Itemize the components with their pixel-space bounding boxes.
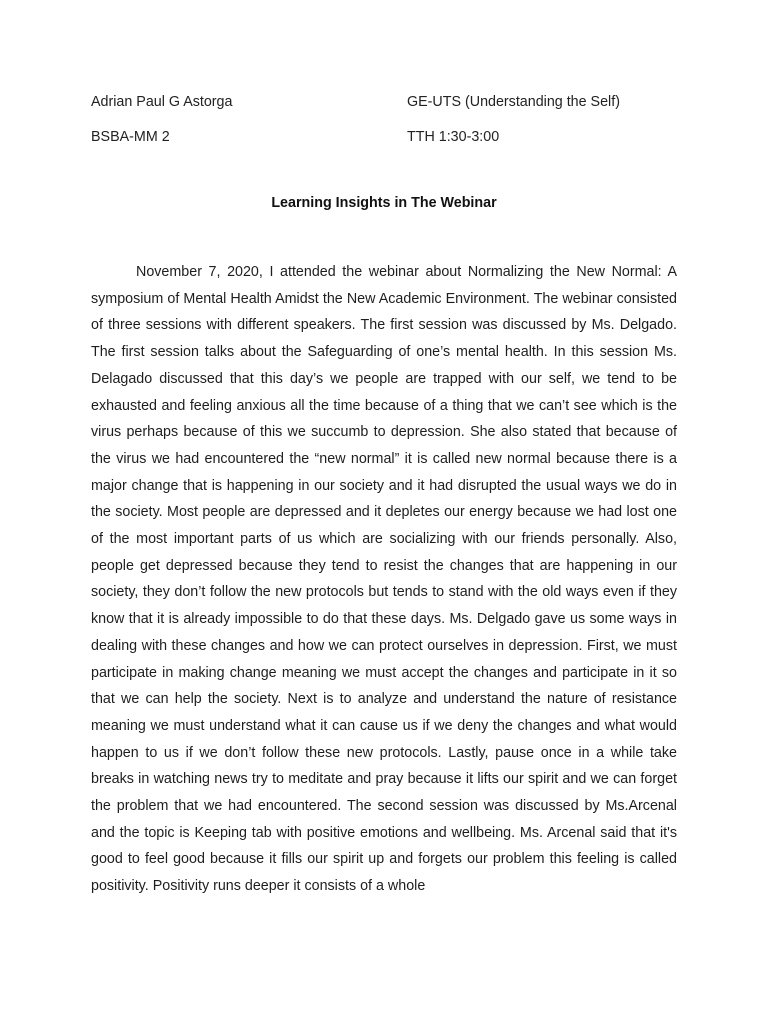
program-section: BSBA-MM 2 <box>91 129 170 145</box>
course-title: GE-UTS (Understanding the Self) <box>407 94 620 110</box>
student-name: Adrian Paul G Astorga <box>91 94 233 110</box>
document-title: Learning Insights in The Webinar <box>271 195 497 211</box>
body-paragraph: November 7, 2020, I attended the webinar about Normalizing the New Normal: A symposium of Mental Health Amidst the New Academic Environment. The webinar consisted of three sessions with different speakers. The first session was discussed by Ms. Delgado. The first session talks about the Safeguarding of one’s mental health. In this session Ms. Delagado discussed that this day’s we people are trapped with our self, we tend to be exhausted and feeling anxious all the time because of a thing that we can’t see which is the virus perhaps because of this we succumb to depression. She also stated that because of the virus we had encountered the “new normal” it is called new normal because there is a major change that is happening in our society and it had disrupted the usual ways we do in the society. Most people are depressed and it depletes our energy because we had lost one of the most important parts of us which are socializing with our friends personally. Also, people get depressed because they tend to resist the changes that are happening in our society, they don’t follow the new protocols but tends to stand with the old ways even if they know that it is already impossible to do that these days. Ms. Delgado gave us some ways in dealing with these changes and how we can protect ourselves in depression. First, we must participate in making change meaning we must accept the changes and participate in it so that we can help the society. Next is to analyze and understand the nature of resistance meaning we must understand what it can cause us if we deny the changes and what would happen to us if we don’t follow these new protocols. Lastly, pause once in a while take breaks in watching news try to meditate and pray because it lifts our spirit and we can forget the problem that we had encountered. The second session was discussed by Ms.Arcenal and the topic is Keeping tab with positive emotions and wellbeing. Ms. Arcenal said that it's good to feel good because it fills our spirit up and forgets our problem this feeling is called positivity. Positivity runs deeper it consists of a whole <box>91 264 677 895</box>
class-schedule: TTH 1:30-3:00 <box>407 129 500 145</box>
